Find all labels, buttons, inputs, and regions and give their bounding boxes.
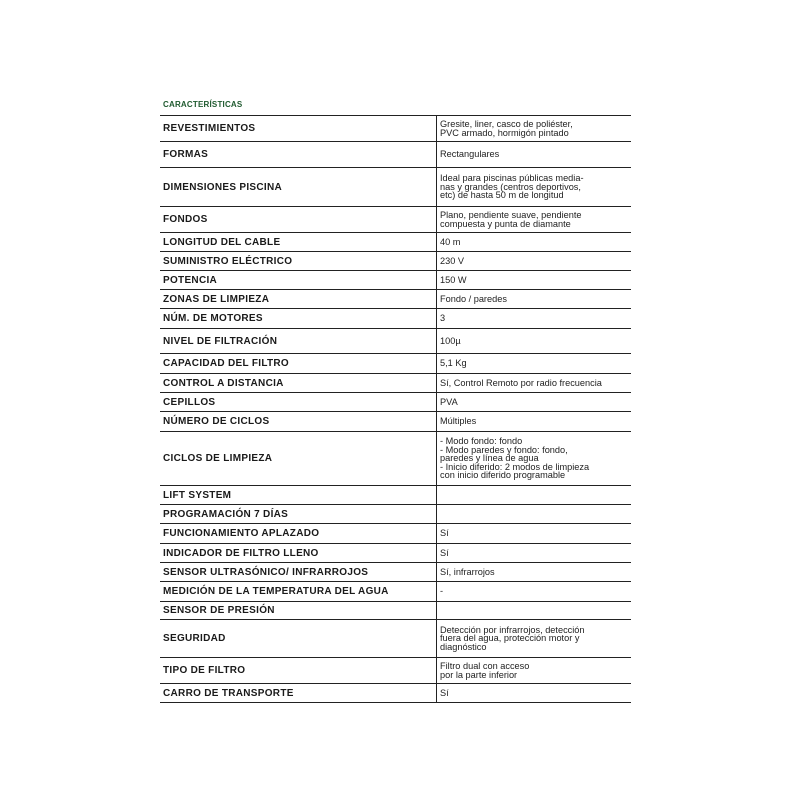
- spec-label: CICLOS DE LIMPIEZA: [160, 432, 437, 485]
- spec-value: Sí, infrarrojos: [440, 566, 495, 577]
- spec-value: 40 m: [440, 236, 461, 247]
- spec-label: LIFT SYSTEM: [160, 486, 437, 504]
- spec-value: Múltiples: [440, 416, 477, 427]
- spec-value: 100µ: [440, 335, 461, 346]
- spec-label: SEGURIDAD: [160, 620, 437, 657]
- spec-value: Sí: [440, 687, 449, 698]
- spec-row-fondos: [160, 207, 631, 233]
- spec-label: DIMENSIONES PISCINA: [160, 168, 437, 206]
- spec-row-carro-transporte: [160, 684, 631, 703]
- spec-row-lift-system: [160, 486, 631, 505]
- spec-label: FUNCIONAMIENTO APLAZADO: [160, 524, 437, 543]
- spec-label: CONTROL A DISTANCIA: [160, 374, 437, 392]
- spec-label: MEDICIÓN DE LA TEMPERATURA DEL AGUA: [160, 582, 437, 601]
- spec-label: PROGRAMACIÓN 7 DÍAS: [160, 505, 437, 523]
- spec-row-revestimientos: [160, 116, 631, 142]
- spec-row-cepillos: [160, 393, 631, 412]
- spec-label: SENSOR DE PRESIÓN: [160, 602, 437, 619]
- spec-label: TIPO DE FILTRO: [160, 658, 437, 683]
- spec-value: Ideal para piscinas públicas media- nas y grandes (centros deportivos, etc) de hasta 50 m de longitud: [440, 173, 584, 201]
- spec-value: PVA: [440, 396, 458, 407]
- spec-row-funcionamiento-aplazado: [160, 524, 631, 544]
- spec-row-ciclos-limpieza: [160, 432, 631, 486]
- spec-row-potencia: [160, 271, 631, 290]
- spec-table: [160, 115, 631, 703]
- spec-label: SUMINISTRO ELÉCTRICO: [160, 252, 437, 270]
- spec-row-dimensiones-piscina: [160, 168, 631, 207]
- spec-value: Fondo / paredes: [440, 293, 507, 304]
- spec-value: -: [440, 586, 444, 597]
- spec-value: 5,1 Kg: [440, 358, 467, 369]
- spec-row-sensor-presion: [160, 602, 631, 620]
- spec-value: Gresite, liner, casco de poliéster, PVC armado, hormigón pintado: [440, 118, 573, 138]
- spec-label: FORMAS: [160, 142, 437, 167]
- spec-value: Sí: [440, 547, 449, 558]
- spec-value: - Modo fondo: fondo - Modo paredes y fondo: fondo, paredes y línea de agua - Inicio diferido: 2 modos de limpieza con inicio diferido programable: [440, 436, 590, 481]
- spec-value: Sí: [440, 528, 449, 539]
- spec-row-suministro-electrico: [160, 252, 631, 271]
- spec-row-zonas-limpieza: [160, 290, 631, 309]
- spec-label: NÚMERO DE CICLOS: [160, 412, 437, 431]
- spec-row-indicador-filtro-lleno: [160, 544, 631, 563]
- spec-label: INDICADOR DE FILTRO LLENO: [160, 544, 437, 562]
- spec-row-numero-ciclos: [160, 412, 631, 432]
- spec-row-nivel-filtracion: [160, 329, 631, 354]
- spec-label: CAPACIDAD DEL FILTRO: [160, 354, 437, 373]
- spec-label: SENSOR ULTRASÓNICO/ INFRARROJOS: [160, 563, 437, 581]
- spec-label: NIVEL DE FILTRACIÓN: [160, 329, 437, 353]
- spec-label: ZONAS DE LIMPIEZA: [160, 290, 437, 308]
- spec-row-formas: [160, 142, 631, 168]
- spec-label: POTENCIA: [160, 271, 437, 289]
- spec-value: Rectangulares: [440, 149, 500, 160]
- spec-label: NÚM. DE MOTORES: [160, 309, 437, 328]
- spec-value: 230 V: [440, 255, 465, 266]
- spec-value: Detección por infrarrojos, detección fuera del agua, protección motor y diagnóstico: [440, 624, 585, 652]
- spec-label: CARRO DE TRANSPORTE: [160, 684, 437, 702]
- spec-value: Sí, Control Remoto por radio frecuencia: [440, 377, 602, 388]
- spec-label: LONGITUD DEL CABLE: [160, 233, 437, 251]
- spec-row-sensor-ultrasonico: [160, 563, 631, 582]
- spec-value: 150 W: [440, 274, 467, 285]
- spec-label: CEPILLOS: [160, 393, 437, 411]
- spec-label: REVESTIMIENTOS: [160, 116, 437, 141]
- spec-row-tipo-filtro: [160, 658, 631, 684]
- spec-row-num-motores: [160, 309, 631, 329]
- spec-value: Plano, pendiente suave, pendiente compuesta y punta de diamante: [440, 209, 582, 229]
- section-title: CARACTERÍSTICAS: [163, 100, 243, 109]
- spec-label: FONDOS: [160, 207, 437, 232]
- spec-row-programacion-7-dias: [160, 505, 631, 524]
- spec-value: Filtro dual con acceso por la parte inferior: [440, 660, 530, 680]
- spec-row-seguridad: [160, 620, 631, 658]
- spec-row-longitud-cable: [160, 233, 631, 252]
- spec-row-capacidad-filtro: [160, 354, 631, 374]
- spec-value: 3: [440, 313, 446, 324]
- spec-row-medicion-temperatura: [160, 582, 631, 602]
- spec-row-control-distancia: [160, 374, 631, 393]
